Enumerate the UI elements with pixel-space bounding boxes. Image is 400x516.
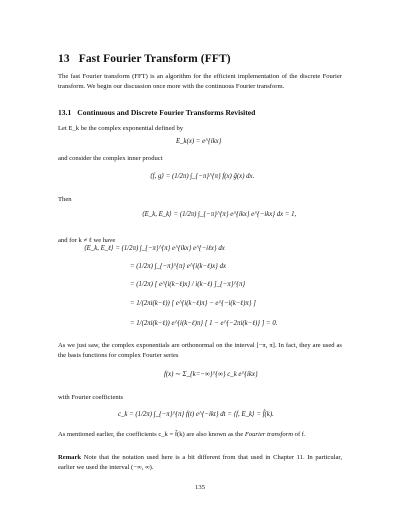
section-number: 13 <box>58 53 70 65</box>
equation-line-5: = 1/(2πi(k−ℓ)) e^{i(k−ℓ)π} [ 1 − e^{−2πi(k−ℓ)} ] = 0. <box>130 320 278 327</box>
remark-text: Note that the notation used here is a bit different from that used in Chapter 11. In particular, earlier we used the interval (−∞, ∞). <box>58 454 342 471</box>
remark-label: Remark <box>58 454 82 461</box>
equation-line-4: = 1/(2πi(k−ℓ)) [ e^{i(k−ℓ)π} − e^{−i(k−ℓ)π} ] <box>130 300 256 307</box>
section-heading <box>58 53 231 65</box>
remark-paragraph <box>58 453 342 472</box>
mentioned-earlier-text: As mentioned earlier, the coefficients c_k = f̂(k) are also known as the <box>58 431 244 438</box>
section-title: Fast Fourier Transform (FFT) <box>78 53 231 65</box>
equation-inner-product: ⟨f, g⟩ = (1/2π) ∫_{−π}^{π} f(x) ḡ(x) dx. <box>150 173 255 180</box>
equation-ek-ek: ⟨E_k, E_k⟩ = (1/2π) ∫_{−π}^{π} e^{ikx} e^{−ikx} dx = 1, <box>142 211 297 218</box>
equation-line-3: = (1/2π) [ e^{i(k−ℓ)x} / i(k−ℓ) ]_{−π}^{π} <box>130 281 246 288</box>
of-f-text: of f. <box>294 431 306 438</box>
inner-product-text: and consider the complex inner product <box>58 155 163 162</box>
fourier-transform-phrase: Fourier transform <box>244 431 293 438</box>
equation-line-1: ⟨E_k, E_ℓ⟩ = (1/2π) ∫_{−π}^{π} e^{ikx} e^{−iℓx} dx <box>84 245 225 252</box>
mentioned-earlier-paragraph <box>58 430 342 440</box>
page-number: 135 <box>195 484 205 491</box>
equation-coefficients: c_k = (1/2π) ∫_{−π}^{π} f(t) e^{−ikt} dt = ⟨f, E_k⟩ = f̂(k). <box>118 411 274 418</box>
subsection-heading <box>58 108 255 117</box>
subsection-title: Continuous and Discrete Fourier Transforms Revisited <box>77 108 256 117</box>
and-for-text: and for k ≠ ℓ we have <box>58 237 116 244</box>
with-coefficients-text: with Fourier coefficients <box>58 394 124 401</box>
equation-fourier-series: f(x) ∼ Σ_{k=−∞}^{∞} c_k e^{ikx} <box>164 371 258 378</box>
subsection-number: 13.1 <box>58 108 72 117</box>
equation-ek-definition: E_k(x) = e^{ikx} <box>176 138 222 145</box>
equation-line-2: = (1/2π) ∫_{−π}^{π} e^{i(k−ℓ)x} dx <box>130 263 226 270</box>
intro-paragraph: The fast Fourier transform (FFT) is an algorithm for the efficient implementation of the discrete Fourier transform. We begin our discussion once more with the continuous Fourier transform. <box>58 73 342 90</box>
then-text: Then <box>58 196 72 203</box>
let-ek-text: Let E_k be the complex exponential defined by <box>58 125 184 132</box>
orthonormal-paragraph: As we just saw, the complex exponentials are orthonormal on the interval [−π, π]. In fact, they are used as the basis functions for complex Fourier series <box>58 342 342 359</box>
